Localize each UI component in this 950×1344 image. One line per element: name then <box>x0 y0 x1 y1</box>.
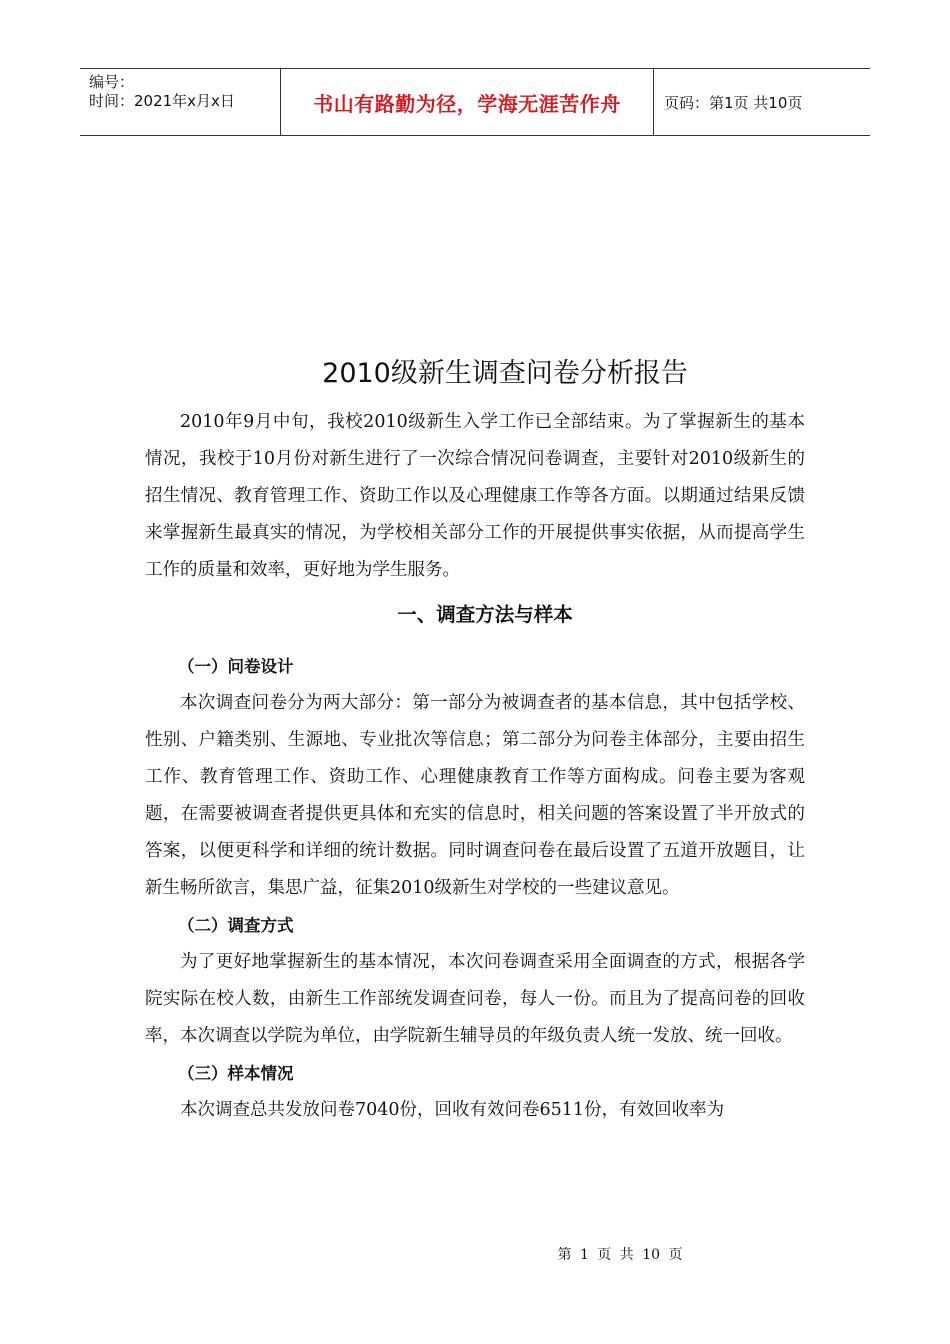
document-number-label: 编号： <box>89 73 135 91</box>
document-body <box>145 404 805 1129</box>
header-meta-cell <box>80 69 281 135</box>
document-time-label: 时间：2021年x月x日 <box>89 92 235 110</box>
method-paragraph: 为了更好地掌握新生的基本情况，本次问卷调查采用全面调查的方式，根据各学院实际在校人数，由新生工作部统发调查问卷，每人一份。而且为了提高问卷的回收率，本次调查以学院为单位，由学院新生辅导员的年级负责人统一发放、统一回收。 <box>145 952 805 1046</box>
subsection-heading-design: （一）问卷设计 <box>178 657 294 676</box>
header-motto: 书山有路勤为径，学海无涯苦作舟 <box>281 69 654 135</box>
sample-paragraph: 本次调查总共发放问卷7040份，回收有效问卷6511份，有效回收率为 <box>180 1100 725 1120</box>
intro-paragraph: 2010年9月中旬，我校2010级新生入学工作已全部结束。为了掌握新生的基本情况，我校于10月份对新生进行了一次综合情况问卷调查，主要针对2010级新生的招生情况、教育管理工作、资助工作以及心理健康工作等各方面。以期通过结果反馈来掌握新生最真实的情况，为学校相关部分工作的开展提供事实依据，从而提高学生工作的质量和效率，更好地为学生服务。 <box>145 412 805 580</box>
section-heading-methods: 一、调查方法与样本 <box>397 603 573 626</box>
document-title: 2010级新生调查问卷分析报告 <box>322 358 688 389</box>
subsection-heading-sample: （三）样本情况 <box>178 1064 294 1083</box>
header-table <box>80 68 870 136</box>
header-page-info: 页码：第1页 共10页 <box>664 93 803 112</box>
design-paragraph: 本次调查问卷分为两大部分：第一部分为被调查者的基本信息，其中包括学校、性别、户籍类别、生源地、专业批次等信息；第二部分为问卷主体部分，主要由招生工作、教育管理工作、资助工作、心理健康教育工作等方面构成。问卷主要为客观题，在需要被调查者提供更具体和充实的信息时，相关问题的答案设置了半开放式的答案，以便更科学和详细的统计数据。同时调查问卷在最后设置了五道开放题目，让新生畅所欲言，集思广益，征集2010级新生对学校的一些建议意见。 <box>145 693 805 898</box>
subsection-heading-method: （二）调查方式 <box>178 916 294 935</box>
page-footer: 第 1 页 共 10 页 <box>557 1247 683 1263</box>
